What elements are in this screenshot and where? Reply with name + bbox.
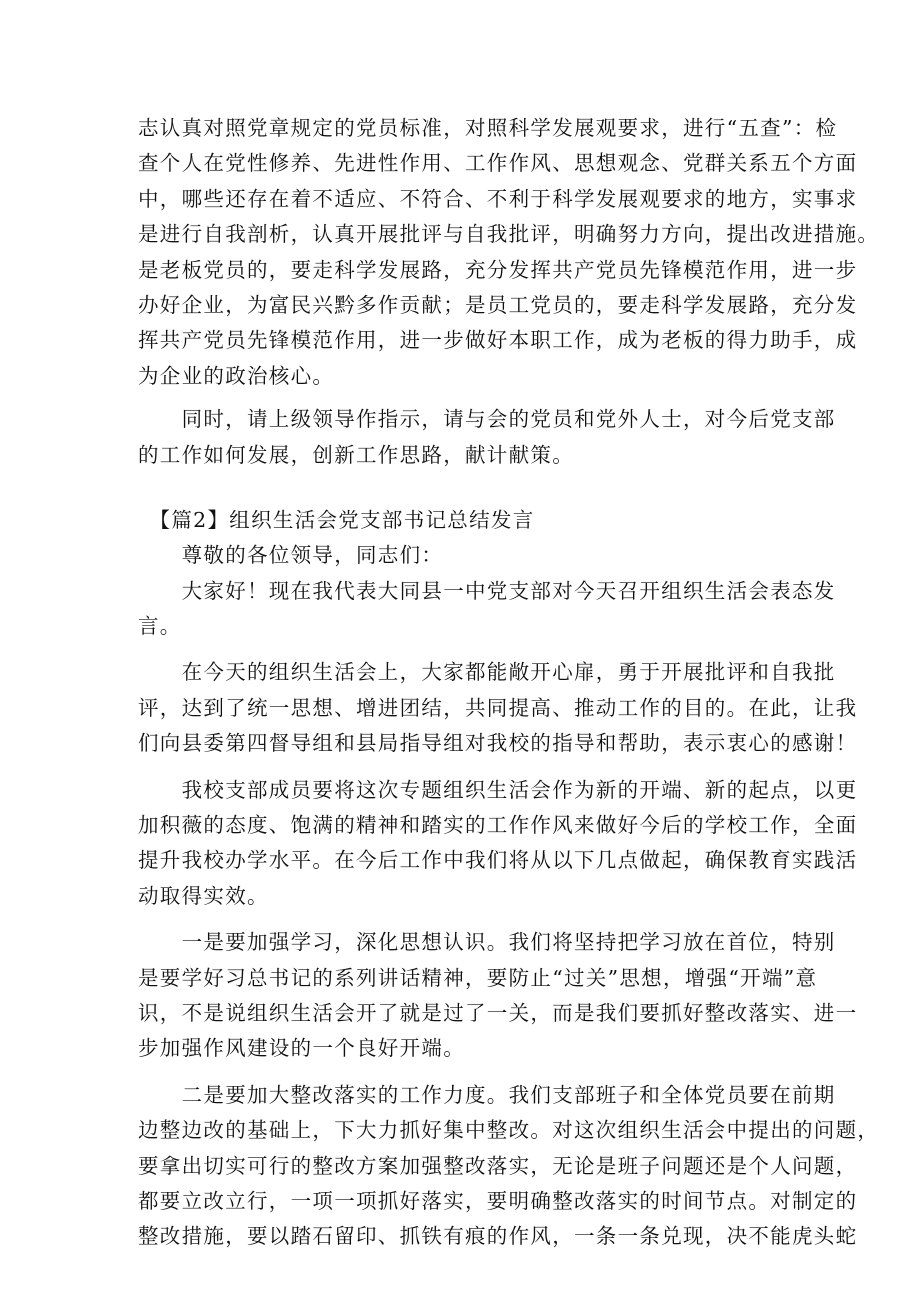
- paragraph-request-guidance: [138, 402, 836, 473]
- text-line: 整改措施，要以踏石留印、抓铁有痕的作风，一条一条兑现，决不能虎头蛇: [138, 1224, 858, 1249]
- text-line: 都要立改立行，一项一项抓好落实，要明确整改落实的时间节点。对制定的: [138, 1188, 858, 1213]
- text-line: 评，达到了统一思想、增进团结，共同提高、推动工作的目的。在此，让我: [138, 695, 858, 720]
- paragraph-point-two: [138, 1078, 880, 1255]
- salutation: 尊敬的各位领导，同志们：: [138, 543, 444, 568]
- text-line: 我校支部成员要将这次专题组织生活会作为新的开端、新的起点，以更: [138, 777, 858, 802]
- paragraph-commitment: [138, 111, 880, 394]
- text-line: 识，不是说组织生活会开了就是过了一关，而是我们要抓好整改落实、进一: [138, 1000, 858, 1025]
- text-line: 动取得实效。: [138, 883, 269, 908]
- text-line: 边整边改的基础上，下大力抓好集中整改。对这次组织生活会中提出的问题，: [138, 1118, 880, 1143]
- text-line: 挥共产党员先锋模范作用，进一步做好本职工作，成为老板的得力助手，成: [138, 328, 858, 353]
- text-line: 大家好！现在我代表大同县一中党支部对今天召开组织生活会表态发: [138, 578, 836, 603]
- text-line: 言。: [138, 614, 182, 639]
- text-line: 要拿出切实可行的整改方案加强整改落实，无论是班子问题还是个人问题，: [138, 1153, 858, 1178]
- text-line: 查个人在党性修养、先进性作用、工作作风、思想观念、党群关系五个方面: [138, 151, 858, 176]
- text-line: 在今天的组织生活会上，大家都能敞开心扉，勇于开展批评和自我批: [138, 660, 836, 685]
- text-line: 同时，请上级领导作指示，请与会的党员和党外人士，对今后党支部: [138, 407, 836, 432]
- text-line: 二是要加大整改落实的工作力度。我们支部班子和全体党员要在前期: [138, 1082, 836, 1107]
- text-line: 是老板党员的，要走科学发展路，充分发挥共产党员先锋模范作用，进一步: [138, 257, 858, 282]
- text-line: 们向县委第四督导组和县局指导组对我校的指导和帮助，表示衷心的感谢！: [138, 731, 858, 756]
- section-heading-block: [138, 503, 798, 574]
- document-body: [138, 111, 880, 1255]
- text-line: 中，哪些还存在着不适应、不符合、不利于科学发展观要求的地方，实事求: [138, 186, 858, 211]
- text-line: 为企业的政治核心。: [138, 363, 335, 388]
- text-line: 是要学好习总书记的系列讲话精神，要防止“过关”思想，增强“开端”意: [138, 965, 818, 990]
- section-title: 【篇2】组织生活会党支部书记总结发言: [138, 507, 535, 532]
- paragraph-point-one: [138, 925, 858, 1067]
- text-line: 加积薇的态度、饱满的精神和踏实的工作作风来做好今后的学校工作，全面: [138, 813, 858, 838]
- text-line: 办好企业，为富民兴黔多作贡献；是员工党员的，要走科学发展路，充分发: [138, 292, 858, 317]
- text-line: 一是要加强学习，深化思想认识。我们将坚持把学习放在首位，特别: [138, 930, 836, 955]
- text-line: 步加强作风建设的一个良好开端。: [138, 1036, 465, 1061]
- paragraph-greeting: [138, 574, 836, 645]
- text-line: 的工作如何发展，创新工作思路，献计献策。: [138, 442, 574, 467]
- paragraph-new-start: [138, 773, 858, 915]
- text-line: 是进行自我剖析，认真开展批评与自我批评，明确努力方向，提出改进措施。: [138, 222, 880, 247]
- text-line: 提升我校办学水平。在今后工作中我们将从以下几点做起，确保教育实践活: [138, 848, 858, 873]
- text-line: 志认真对照党章规定的党员标准，对照科学发展观要求，进行“五查”：检: [138, 116, 838, 140]
- paragraph-thanks: [138, 655, 858, 761]
